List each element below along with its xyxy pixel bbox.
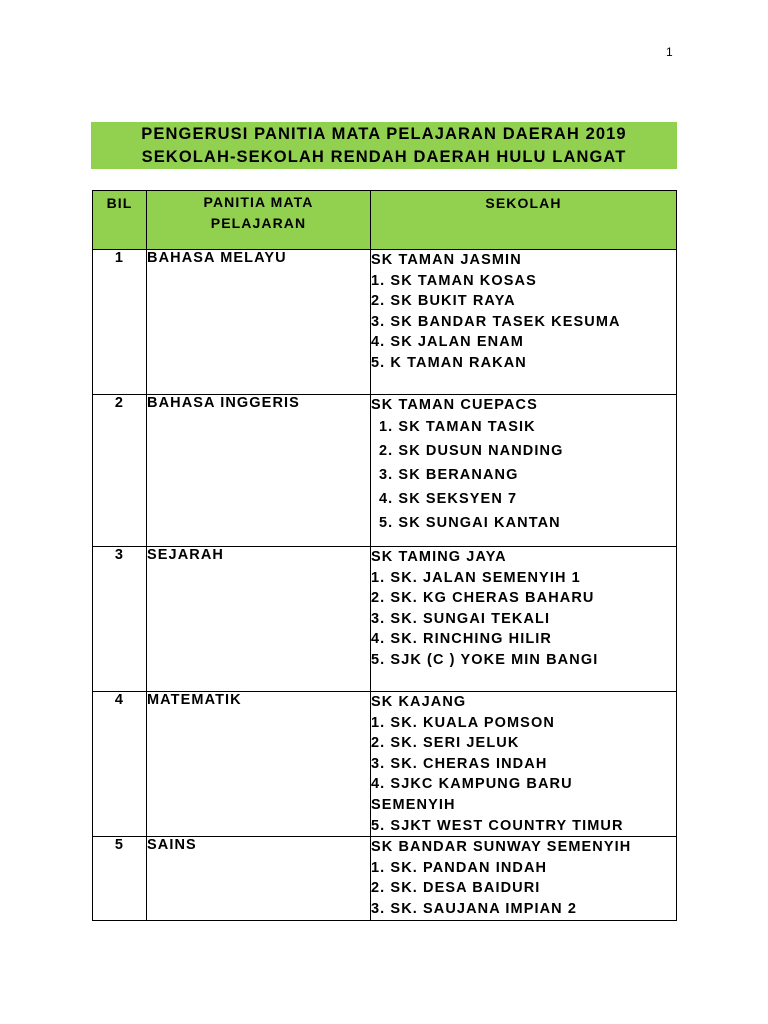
school-list-item: 1. SK. JALAN SEMENYIH 1 — [371, 569, 581, 586]
school-list-item: 3. SK. SAUJANA IMPIAN 2 — [371, 900, 578, 917]
header-panitia — [147, 191, 371, 250]
school-list-item: 2. SK. SERI JELUK — [371, 735, 520, 752]
school-list-item: 5. SJKT WEST COUNTRY TIMUR — [371, 817, 624, 834]
school-list-item: 4. SK SEKSYEN 7 — [379, 491, 518, 507]
row-number: 4 — [93, 692, 147, 837]
table-header-row — [93, 191, 677, 250]
school-list-item: 1. SK TAMAN KOSAS — [371, 272, 537, 289]
school-list-item: 3. SK BANDAR TASEK KESUMA — [371, 313, 621, 330]
school-list-item: 5. SJK (C ) YOKE MIN BANGI — [371, 651, 599, 668]
school-list-item: 3. SK BERANANG — [379, 467, 519, 483]
header-sekolah: SEKOLAH — [371, 191, 677, 250]
school-list-item: 2. SK DUSUN NANDING — [379, 443, 564, 459]
subject-cell: BAHASA MELAYU — [147, 250, 371, 395]
school-list-item: 3. SK. SUNGAI TEKALI — [371, 610, 551, 627]
row-number: 1 — [93, 250, 147, 395]
header-panitia-line2: PELAJARAN — [210, 214, 307, 231]
school-cell — [371, 837, 677, 921]
subject-cell: BAHASA INGGERIS — [147, 395, 371, 547]
school-list-item: 2. SK BUKIT RAYA — [371, 293, 516, 310]
school-cell — [371, 395, 677, 547]
table-row — [93, 250, 677, 395]
table-row — [93, 692, 677, 837]
school-cell — [371, 250, 677, 395]
row-number: 5 — [93, 837, 147, 921]
lead-school: SK TAMAN JASMIN — [371, 252, 522, 268]
school-list-item: 5. SK SUNGAI KANTAN — [379, 515, 561, 531]
title-line-2: SEKOLAH-SEKOLAH RENDAH DAERAH HULU LANGAT — [141, 148, 627, 166]
school-list-item: 2. SK. KG CHERAS BAHARU — [371, 590, 595, 607]
school-cell — [371, 692, 677, 837]
page-number: 1 — [666, 45, 673, 59]
row-number: 2 — [93, 395, 147, 547]
committee-chair-table — [92, 190, 677, 921]
header-bil: BIL — [93, 191, 147, 250]
school-list-item: 4. SK. RINCHING HILIR — [371, 631, 552, 648]
school-list-item: 4. SJKC KAMPUNG BARU — [371, 776, 573, 793]
table-row — [93, 837, 677, 921]
school-list-item: 4. SK JALAN ENAM — [371, 334, 524, 351]
subject-cell: SEJARAH — [147, 547, 371, 692]
school-list-item: 5. K TAMAN RAKAN — [371, 354, 527, 371]
school-list-item: SEMENYIH — [371, 796, 456, 813]
header-panitia-line1: PANITIA MATA — [203, 194, 314, 210]
lead-school: SK TAMING JAYA — [371, 549, 507, 565]
school-list-item: 2. SK. DESA BAIDURI — [371, 880, 541, 897]
school-list-item: 1. SK. KUALA POMSON — [371, 714, 555, 731]
school-list-item: 1. SK TAMAN TASIK — [379, 419, 536, 435]
subject-cell: SAINS — [147, 837, 371, 921]
school-list-item: 1. SK. PANDAN INDAH — [371, 859, 548, 876]
lead-school: SK KAJANG — [371, 694, 467, 710]
document-title-banner — [91, 122, 677, 169]
table-row — [93, 395, 677, 547]
lead-school: SK TAMAN CUEPACS — [371, 397, 538, 413]
lead-school: SK BANDAR SUNWAY SEMENYIH — [371, 839, 632, 856]
table-row — [93, 547, 677, 692]
title-line-1: PENGERUSI PANITIA MATA PELAJARAN DAERAH 2019 — [141, 125, 627, 143]
row-number: 3 — [93, 547, 147, 692]
school-cell — [371, 547, 677, 692]
subject-cell: MATEMATIK — [147, 692, 371, 837]
school-list-item: 3. SK. CHERAS INDAH — [371, 755, 548, 772]
